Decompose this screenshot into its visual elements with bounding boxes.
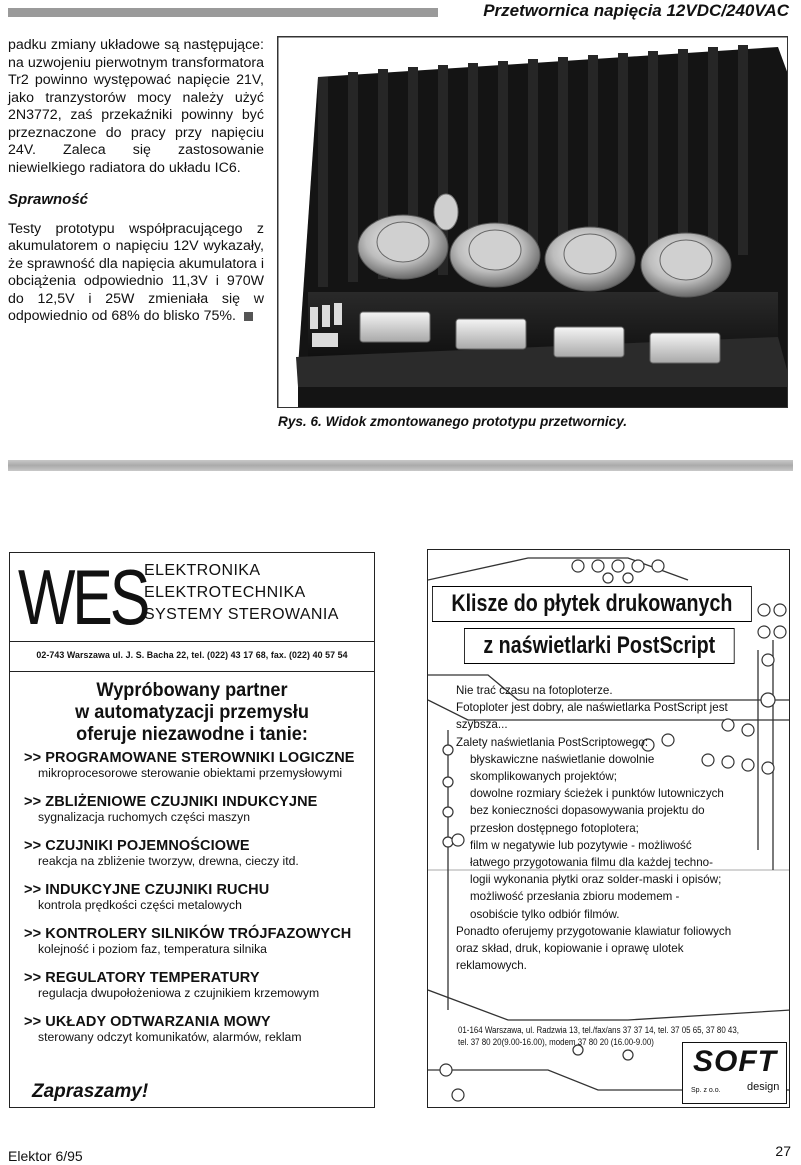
wes-rule (10, 641, 374, 642)
page-number: 27 (775, 1143, 791, 1159)
soft-body-line: możliwość przesłania zbioru modemem - (470, 890, 680, 904)
wes-item-desc: reakcja na zbliżenie tworzyw, drewna, cieczy itd. (38, 854, 299, 868)
list-item (24, 838, 370, 869)
soft-body-line: Ponadto oferujemy przygotowanie klawiatur foliowych (456, 924, 732, 938)
wes-item-title: >> KONTROLERY SILNIKÓW TRÓJFAZOWYCH (24, 926, 352, 942)
soft-logo (682, 1042, 787, 1104)
soft-body-line: skomplikowanych projektów; (470, 770, 617, 784)
soft-logo-company: Sp. z o.o. (691, 1087, 721, 1094)
wes-logo: WES (18, 553, 148, 641)
prototype-photo-image (278, 37, 788, 408)
soft-body-line: oraz skład, druk, kopiowanie i oprawę ulotek (456, 942, 684, 956)
wes-address: 02-743 Warszawa ul. J. S. Bacha 22, tel. (022) 43 17 68, fax. (022) 40 57 54 (36, 650, 348, 661)
soft-body-line: Fotoploter jest dobry, ale naświetlarka PostScript jest (456, 701, 728, 715)
wes-item-title: >> CZUJNIKI POJEMNOŚCIOWE (24, 838, 250, 854)
list-item (24, 750, 370, 781)
wes-product-list (24, 750, 370, 1058)
article-paragraph-2 (8, 221, 264, 326)
figure-caption: Rys. 6. Widok zmontowanego prototypu przetwornicy. (278, 414, 628, 429)
wes-item-desc: regulacja dwupołożeniowa z czujnikiem krzemowym (38, 986, 320, 1000)
wes-slogan-line: w automatyzacji przemysłu (75, 701, 309, 723)
soft-body-line: film w negatywie lub pozytywie - możliwość (470, 838, 692, 852)
soft-body-line: reklamowych. (456, 959, 527, 973)
article-paragraph-2-text: Testy prototypu współpracującego z akumulatorem o napięciu 12V wykazały, że sprawność dla napięcia akumulatora i obciążenia odpowiednio 11,3V i 970W do 12,5V i 25W zmieniała się w odpowiednio od 68% do blisko 75%. (8, 220, 264, 324)
wes-line: ELEKTROTECHNIKA (144, 584, 306, 601)
soft-body-line: szybsza... (456, 718, 508, 732)
list-item (24, 794, 370, 825)
soft-body-line: łatwego przygotowania filmu dla każdej techno- (470, 856, 713, 870)
section-divider (8, 460, 793, 471)
wes-item-desc: kolejność i poziom faz, temperatura silnika (38, 942, 267, 956)
soft-advertisement (427, 549, 790, 1108)
article-subhead: Sprawność (8, 191, 89, 208)
wes-item-desc: mikroprocesorowe sterowanie obiektami przemysłowymi (38, 766, 343, 780)
wes-item-desc: sygnalizacja ruchomych części maszyn (38, 810, 251, 824)
prototype-photo (277, 36, 788, 408)
wes-advertisement (9, 552, 375, 1108)
wes-rule (10, 671, 374, 672)
wes-item-title: >> REGULATORY TEMPERATURY (24, 970, 260, 986)
soft-body-line: dowolne rozmiary ścieżek i punktów lutowniczych (470, 787, 724, 801)
soft-body-line: błyskawiczne naświetlanie dowolnie (470, 752, 655, 766)
list-item (24, 1014, 370, 1045)
list-item (24, 926, 370, 957)
page-header-title: Przetwornica napięcia 12VDC/240VAC (483, 1, 789, 20)
wes-company-lines (144, 560, 339, 626)
soft-headline-line-2: z naświetlarki PostScript (464, 628, 735, 664)
wes-item-title: >> PROGRAMOWANE STEROWNIKI LOGICZNE (24, 750, 355, 766)
wes-item-desc: sterowany odczyt komunikatów, alarmów, reklam (38, 1030, 302, 1044)
wes-line: ELEKTRONIKA (144, 562, 261, 579)
soft-body-line: Nie trać czasu na fotoploterze. (456, 684, 613, 697)
list-item (24, 970, 370, 1001)
footer-issue: Elektor 6/95 (8, 1148, 83, 1164)
article-column (8, 37, 264, 326)
end-of-article-icon (244, 312, 253, 321)
soft-address-line: 01-164 Warszawa, ul. Radzwia 13, tel./fax/ans 37 37 14, tel. 37 05 65, 37 80 43, (458, 1025, 739, 1035)
soft-body-line: osobiście tylko odbiór filmów. (470, 907, 620, 921)
wes-slogan-line: Wypróbowany partner (96, 679, 288, 701)
article-paragraph-1: padku zmiany układowe są następujące: na uzwojeniu pierwotnym transformatora Tr2 powinno występować napięcie 21V, jako tranzystorów mocy należy użyć 2N3772, zaś przekaźniki powinny być przeznaczone do pracy przy napięciu 24V. Zaleca się zastosowanie niewielkiego radiatora do układu IC6. (8, 37, 264, 176)
soft-body-line: przesłon dostępnego fotoplotera; (470, 821, 639, 835)
wes-item-title: >> ZBLIŻENIOWE CZUJNIKI INDUKCYJNE (24, 794, 318, 810)
wes-item-title: >> UKŁADY ODTWARZANIA MOWY (24, 1014, 271, 1030)
wes-invite: Zapraszamy! (32, 1081, 149, 1102)
wes-line: SYSTEMY STEROWANIA (144, 606, 339, 623)
list-item (24, 882, 370, 913)
soft-body-line: logii wykonania płytki oraz solder-maski i opisów; (470, 873, 722, 887)
wes-slogan (23, 679, 362, 745)
soft-body-line: Zalety naświetlania PostScriptowego: (456, 735, 649, 749)
soft-logo-wordmark: SOFT (693, 1045, 777, 1078)
soft-logo-design: design (747, 1081, 780, 1093)
soft-body-line: bez konieczności dopasowywania projektu do (470, 804, 705, 818)
wes-item-desc: kontrola prędkości części metalowych (38, 898, 242, 912)
soft-headline-line-1: Klisze do płytek drukowanych (432, 586, 752, 622)
soft-address-line: tel. 37 80 20(9.00-16.00), modem 37 80 20 (16.00-9.00) (458, 1037, 654, 1047)
soft-body-text (438, 682, 788, 974)
wes-slogan-line: oferuje niezawodne i tanie: (76, 723, 308, 745)
wes-item-title: >> INDUKCYJNE CZUJNIKI RUCHU (24, 882, 270, 898)
header-rule (8, 8, 438, 17)
soft-headline (428, 586, 760, 666)
